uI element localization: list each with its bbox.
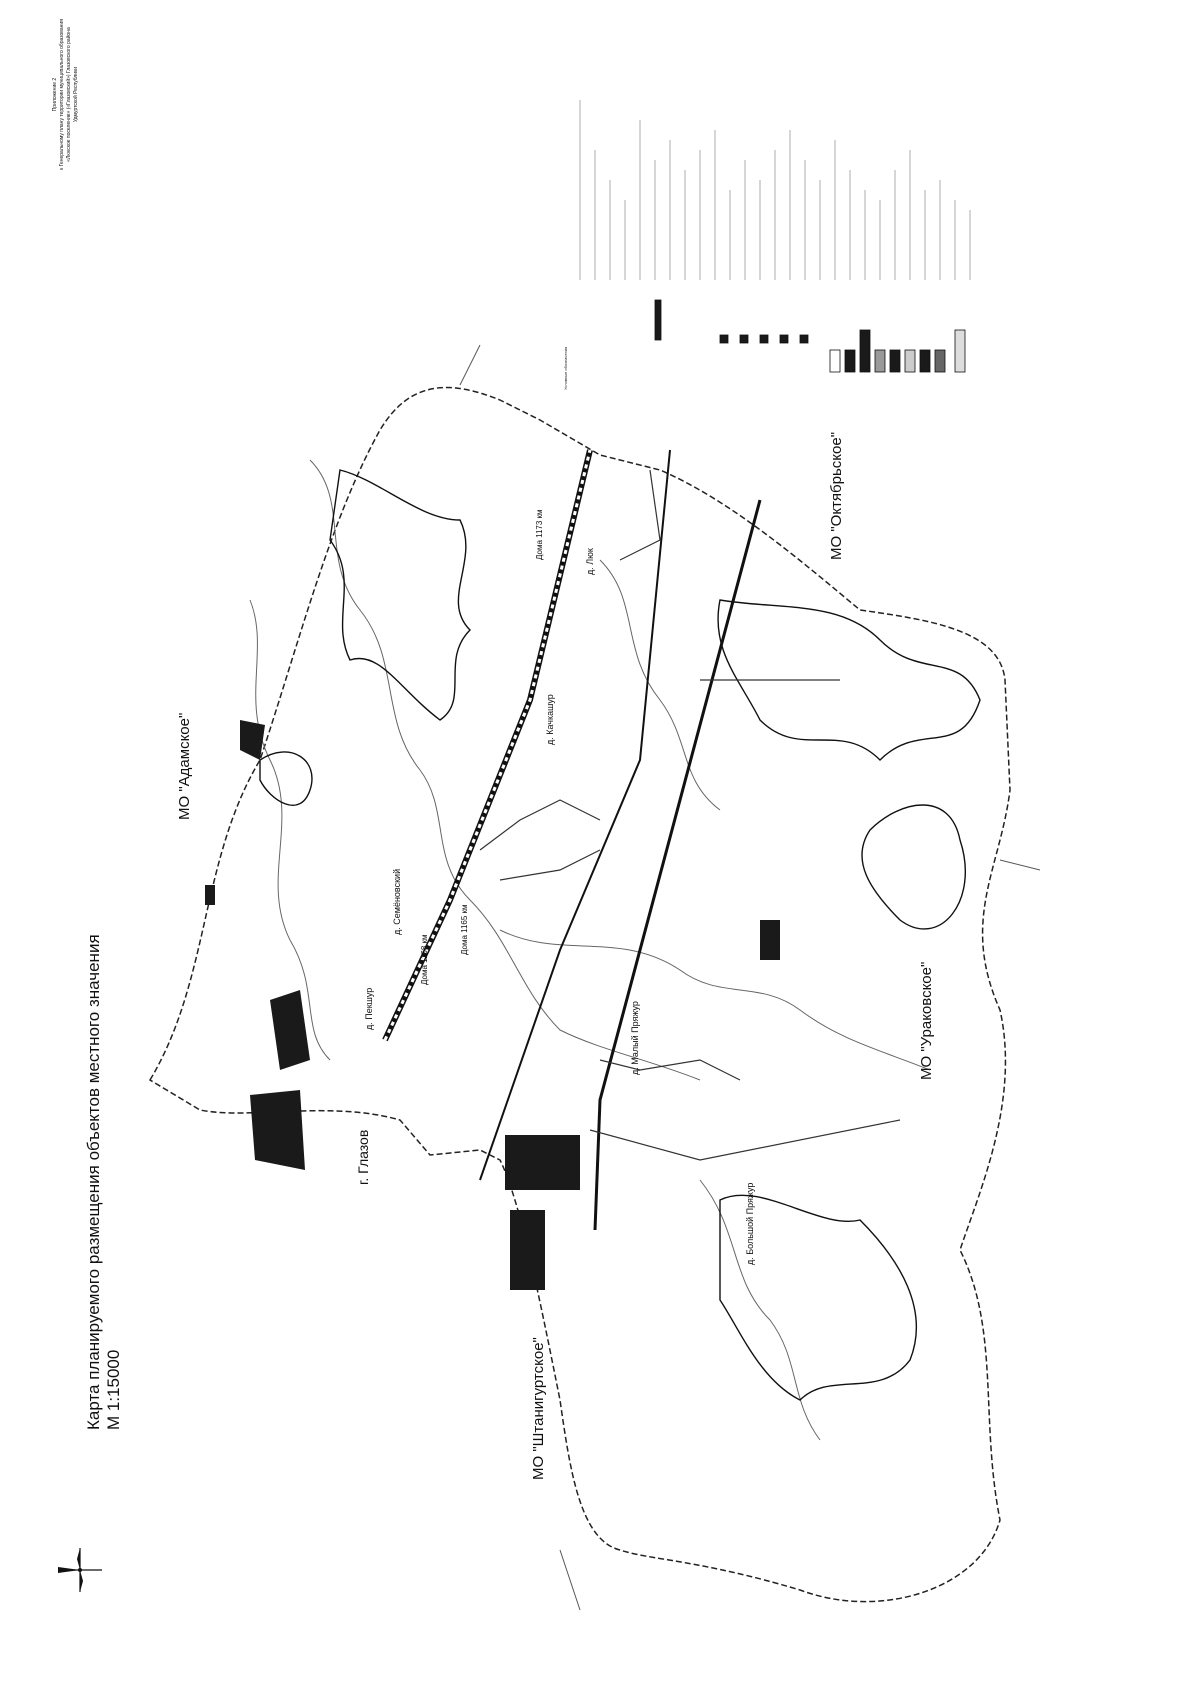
label-semenovskiy: д. Семёновский [392, 868, 402, 935]
label-town-glazov: г. Глазов [355, 1129, 371, 1185]
legend-symbols [655, 300, 965, 372]
label-mo-adamskoe: МО "Адамское" [176, 712, 193, 820]
label-maly-pryazhur: д. Малый Пряжур [630, 1001, 640, 1075]
forest-areas [260, 470, 980, 1400]
map-scale: М 1:15000 [104, 1349, 123, 1430]
legend-text-lines [580, 100, 970, 280]
appendix-line2: к Генеральному плану территории муниципального образования [59, 19, 65, 170]
appendix-line4: Удмуртской Республики [73, 66, 79, 123]
rivers [250, 460, 930, 1440]
label-km-1168: Дома 1168 км [420, 934, 429, 985]
legend-header: Условные обозначения [563, 346, 568, 390]
label-km-1165: Дома 1165 км [460, 904, 469, 955]
label-mo-urakovskoe: МО "Ураковское" [918, 961, 935, 1080]
highway-branch [480, 450, 670, 1180]
label-mo-oktyabrskoe: МО "Октябрьское" [828, 431, 845, 560]
label-bolshoy-pryazhur: д. Большой Пряжур [745, 1182, 755, 1265]
settlement-boundary [150, 388, 1010, 1602]
label-kachkashur: д. Качкашур [545, 694, 555, 745]
local-roads [480, 470, 900, 1160]
appendix-line1: Приложение 2 [52, 77, 58, 112]
appendix-line3: «Люкское поселение» («Глазовский») Глазовского района [66, 27, 72, 162]
label-mo-shtanigurtskoe: МО "Штанигуртское" [530, 1337, 547, 1480]
label-km-1173: Дома 1173 км [535, 509, 544, 560]
map-title-line1: Карта планируемого размещения объектов местного значения [84, 934, 103, 1430]
highway [595, 500, 760, 1230]
label-pekhshur: д. Пекшур [364, 987, 374, 1030]
label-lyuk: д. Люк [585, 548, 595, 575]
